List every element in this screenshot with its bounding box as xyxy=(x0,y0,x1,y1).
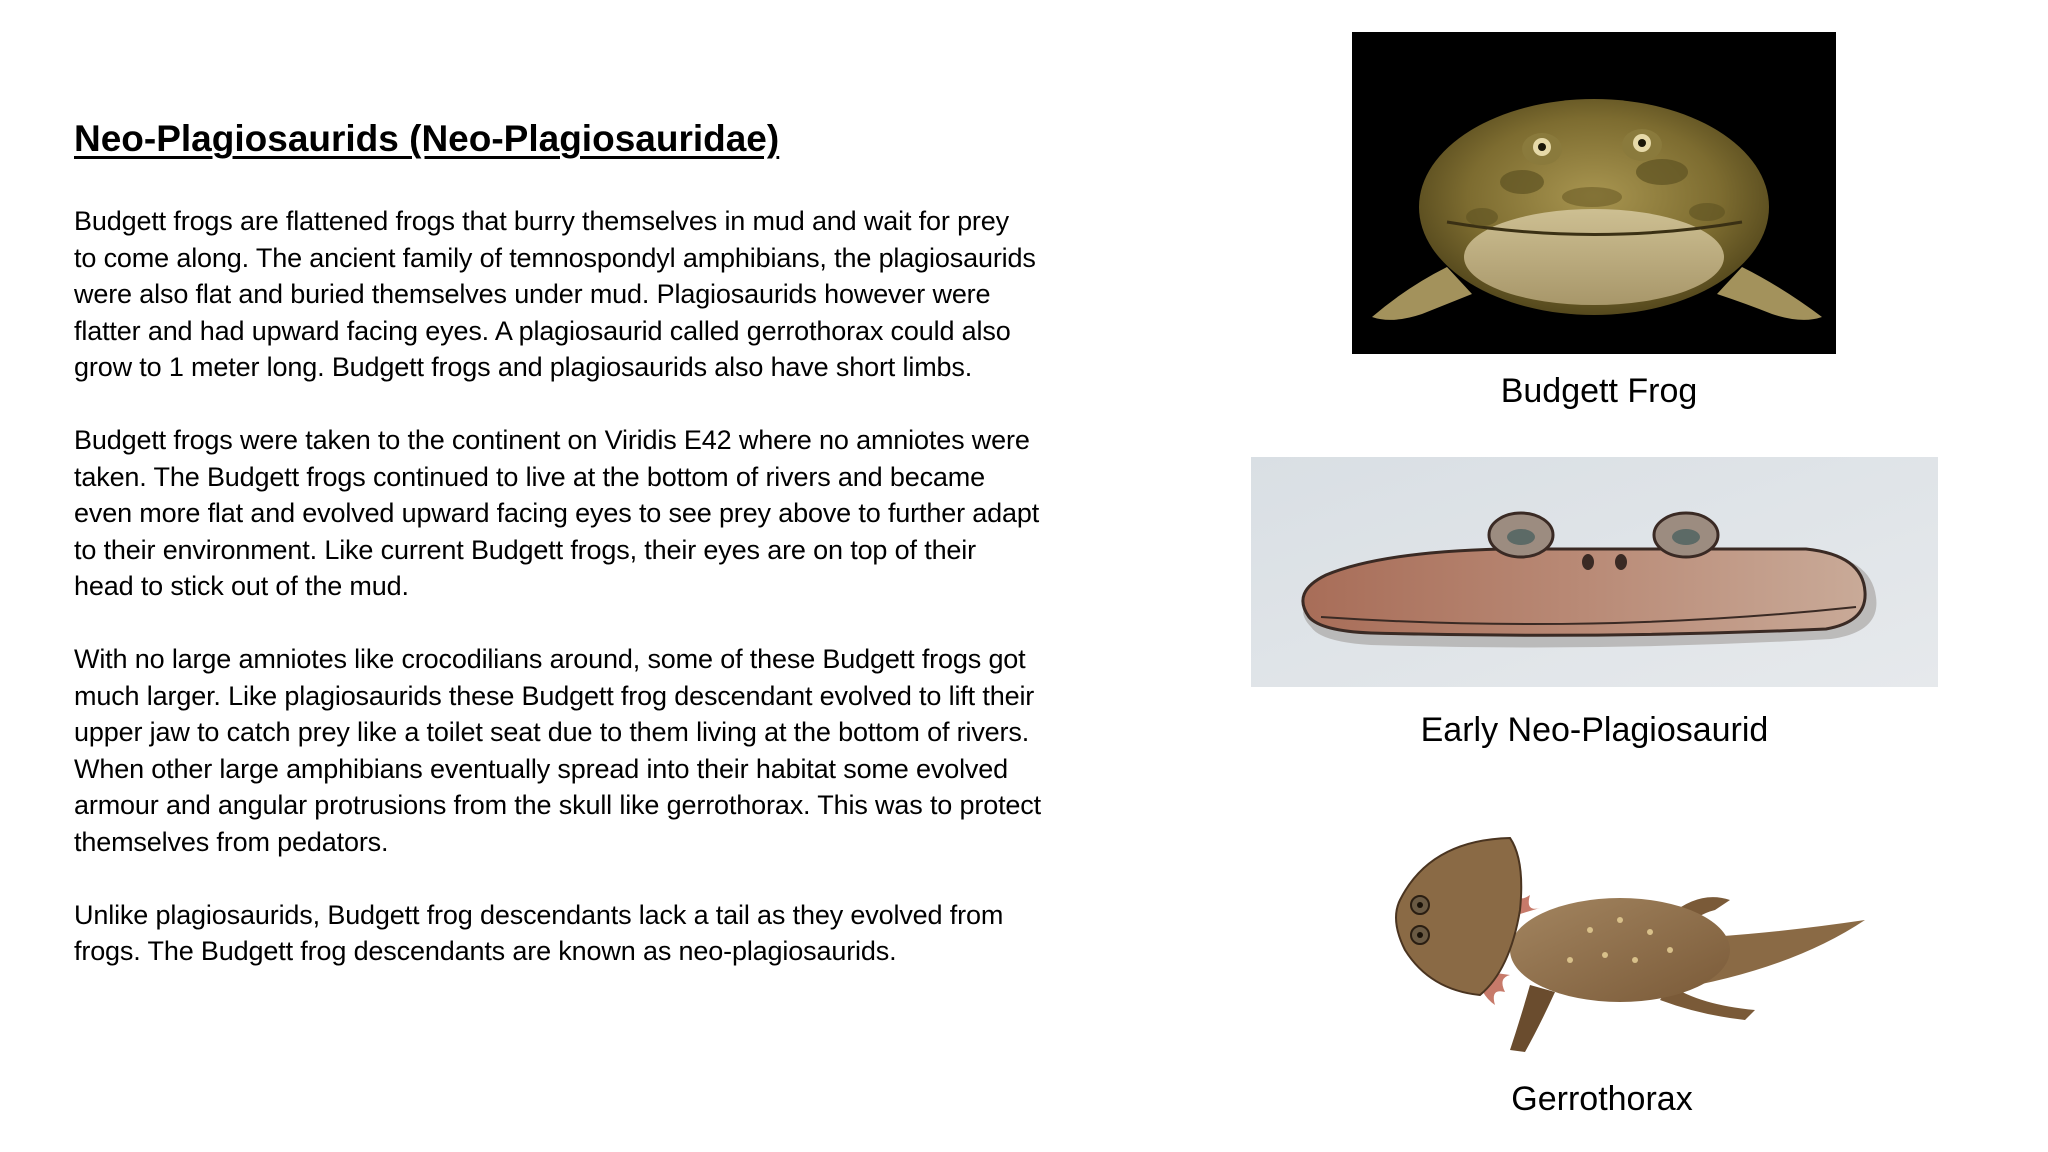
gerrothorax-caption: Gerrothorax xyxy=(1511,1080,1693,1118)
early-neo-plagiosaurid-drawing xyxy=(1251,457,1938,687)
paragraph-line: Budgett frogs were taken to the continent on Viridis E42 where no amniotes were xyxy=(74,425,1030,455)
paragraph-line: were also flat and buried themselves under mud. Plagiosaurids however were xyxy=(74,279,991,309)
budgett-frog-caption: Budgett Frog xyxy=(1500,372,1698,410)
paragraph-line: head to stick out of the mud. xyxy=(74,571,409,601)
paragraph-line: Budgett frogs are flattened frogs that burry themselves in mud and wait for prey xyxy=(74,206,1009,236)
paragraph-line: themselves from pedators. xyxy=(74,826,389,857)
paragraph-2 xyxy=(74,422,1114,605)
paragraph-line: With no large amniotes like crocodilians around, some of these Budgett frogs got xyxy=(74,644,1026,674)
paragraph-line: to come along. The ancient family of temnospondyl amphibians, the plagiosaurids xyxy=(74,242,1036,273)
budgett-frog-illustration xyxy=(1352,32,1836,354)
page-title: Neo-Plagiosaurids (Neo-Plagiosauridae) xyxy=(74,118,780,159)
gerrothorax-image xyxy=(1370,820,1870,1060)
paragraph-line: frogs. The Budgett frog descendants are known as neo-plagiosaurids. xyxy=(74,936,897,966)
paragraph-line: much larger. Like plagiosaurids these Budgett frog descendant evolved to lift their xyxy=(74,680,1035,711)
paragraph-line: flatter and had upward facing eyes. A plagiosaurid called gerrothorax could also xyxy=(74,315,1011,346)
paragraph-line: taken. The Budgett frogs continued to live at the bottom of rivers and became xyxy=(74,461,985,492)
paragraph-4 xyxy=(74,897,1114,970)
paragraph-line: Unlike plagiosaurids, Budgett frog descendants lack a tail as they evolved from xyxy=(74,899,1004,930)
paragraph-line: upper jaw to catch prey like a toilet seat due to them living at the bottom of rivers. xyxy=(74,717,1030,747)
neo-plagiosaurid-sketch xyxy=(1251,457,1938,687)
paragraph-3 xyxy=(74,641,1114,860)
text-column xyxy=(74,112,1114,1006)
early-neo-plagiosaurid-caption: Early Neo-Plagiosaurid xyxy=(1420,711,1769,749)
gerrothorax-illustration xyxy=(1370,820,1870,1060)
budgett-frog-image xyxy=(1352,32,1836,354)
paragraph-line: even more flat and evolved upward facing eyes to see prey above to further adapt xyxy=(74,498,1040,528)
paragraph-line: to their environment. Like current Budgett frogs, their eyes are on top of their xyxy=(74,534,976,565)
paragraph-line: armour and angular protrusions from the skull like gerrothorax. This was to protect xyxy=(74,790,1041,820)
paragraph-line: When other large amphibians eventually spread into their habitat some evolved xyxy=(74,753,1009,784)
paragraph-1 xyxy=(74,203,1114,386)
paragraph-line: grow to 1 meter long. Budgett frogs and plagiosaurids also have short limbs. xyxy=(74,352,973,382)
